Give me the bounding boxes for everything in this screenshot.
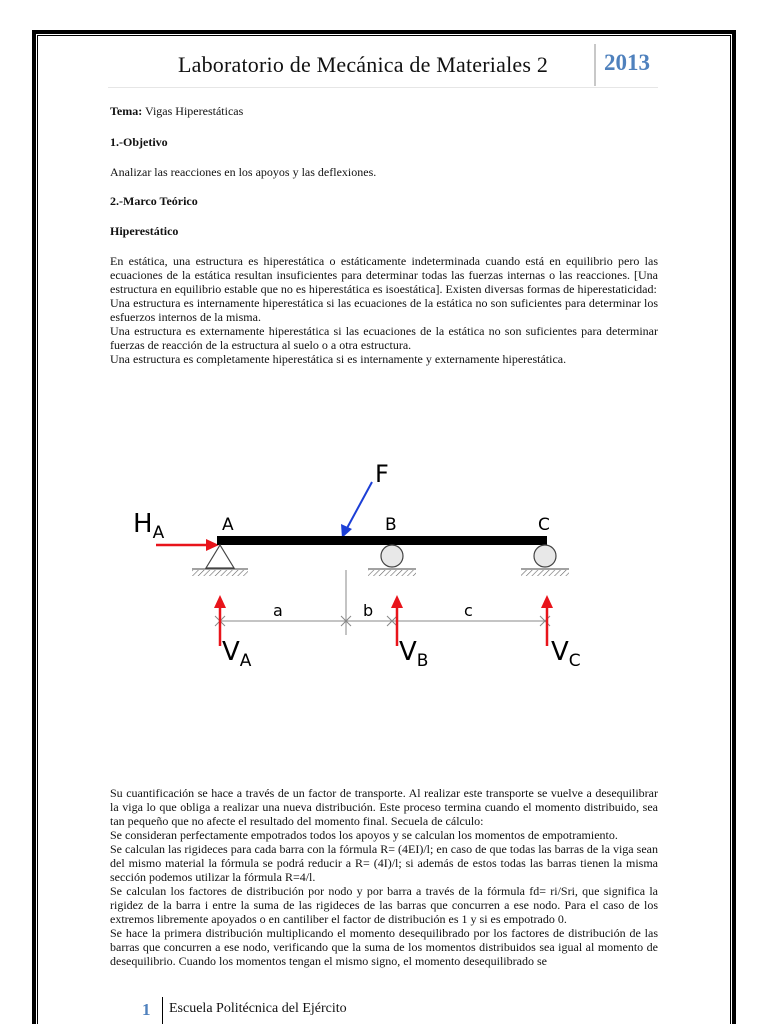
vc-label: $V_C$ (551, 637, 581, 671)
footer-rule (162, 997, 163, 1024)
intro-paragraph: En estática, una estructura es hiperestática o estáticamente indeterminada cuando está en equilibrio pero las ecuaciones de la estática resultan insuficientes para determinar todas las fuerzas internas o las reacciones. [Una estructura en equilibrio estable que no es hiperestática es isoestática]. Existen diversas formas de hiperestaticidad: (110, 254, 658, 296)
support-c-roller (534, 545, 556, 567)
marco-heading: 2.-Marco Teórico (110, 194, 198, 208)
body-paragraph: Se consideran perfectamente empotrados todos los apoyos y se calculan los momentos de empotramiento. (110, 828, 618, 842)
body-paragraph: Su cuantificación se hace a través de un factor de transporte. Al realizar este transporte se vuelve a desequilibrar la viga lo que obliga a realizar una nueva distribución. Este proceso termina cuando el momento distribuido, sea tan pequeño que no afecte el resultado del momento final. Secuela de cálculo: (110, 786, 658, 828)
va-label: $V_A$ (222, 637, 252, 671)
support-a-hatch (192, 570, 248, 576)
tema-value: Vigas Hiperestáticas (142, 104, 244, 118)
support-b-hatch (368, 570, 416, 576)
intro-text-block (110, 254, 658, 366)
objetivo-text: Analizar las reacciones en los apoyos y las deflexiones. (110, 165, 377, 179)
body-paragraph: Se calculan las rigideces para cada barra con la fórmula R= (4EI)/l; en caso de que todas las barras de la viga sean del mismo material la fórmula se podrá reducir a R= (4I)/l; si además de estos todas las barras tienen la misma sección podemos utilizar la fórmula R=4/l. (110, 842, 658, 884)
beam (217, 536, 547, 545)
page-number: 1 (142, 1000, 151, 1019)
support-b-roller (381, 545, 403, 567)
tema-label: Tema: (110, 104, 143, 118)
ha-label: $H_A$ (133, 509, 165, 543)
vb-label: $V_B$ (399, 637, 429, 671)
vb-arrowhead (391, 595, 403, 608)
body-text-block (110, 786, 658, 968)
support-b-label: B (385, 515, 397, 535)
header-rule (108, 87, 658, 88)
body-paragraph: Se calculan los factores de distribución por nodo y por barra a través de la fórmula fd= ri/Sri, que significa la rigidez de la barra i entre la suma de las rigideces de las barras que concurren a ese nodo. Para el caso de los extremos libremente apoyados o en cantiliber el factor de distribución es 1 y si es empotrado 0. (110, 884, 658, 926)
intro-paragraph: Una estructura es internamente hiperestática si las ecuaciones de la estática no son suficientes para determinar los esfuerzos internos de la misma. (110, 296, 658, 324)
tema-line (110, 104, 658, 118)
beam-diagram (120, 450, 600, 680)
support-c-hatch (521, 570, 569, 576)
force-label: F (375, 460, 389, 488)
dim-b-label: b (363, 601, 374, 620)
header-year: 2013 (604, 50, 650, 75)
support-a-label: A (222, 515, 234, 535)
intro-paragraph: Una estructura es completamente hiperestática si es internamente y externamente hiperestática. (110, 352, 567, 366)
vc-arrowhead (541, 595, 553, 608)
header-title: Laboratorio de Mecánica de Materiales 2 (178, 52, 549, 77)
force-arrowhead (341, 524, 352, 538)
dim-a-label: a (273, 601, 283, 620)
va-arrowhead (214, 595, 226, 608)
footer-institution: Escuela Politécnica del Ejército (169, 1001, 347, 1016)
support-c-label: C (538, 515, 550, 535)
dim-c-label: c (464, 601, 473, 620)
header-separator (594, 44, 596, 86)
intro-paragraph: Una estructura es externamente hiperestática si las ecuaciones de la estática no son suficientes para determinar fuerzas de reacción de la estructura al suelo o a otra estructura. (110, 324, 658, 352)
hiper-heading: Hiperestático (110, 224, 179, 238)
force-arrow (346, 482, 372, 530)
body-paragraph: Se hace la primera distribución multiplicando el momento desequilibrado por los factores de distribución de las barras que concurren a ese nodo, verificando que la suma de los momentos distribuidos sea igual al momento de desequilibrio. Cuando los momentos tengan el mismo signo, el momento desequilibrado se (110, 926, 658, 968)
objetivo-heading: 1.-Objetivo (110, 135, 168, 149)
